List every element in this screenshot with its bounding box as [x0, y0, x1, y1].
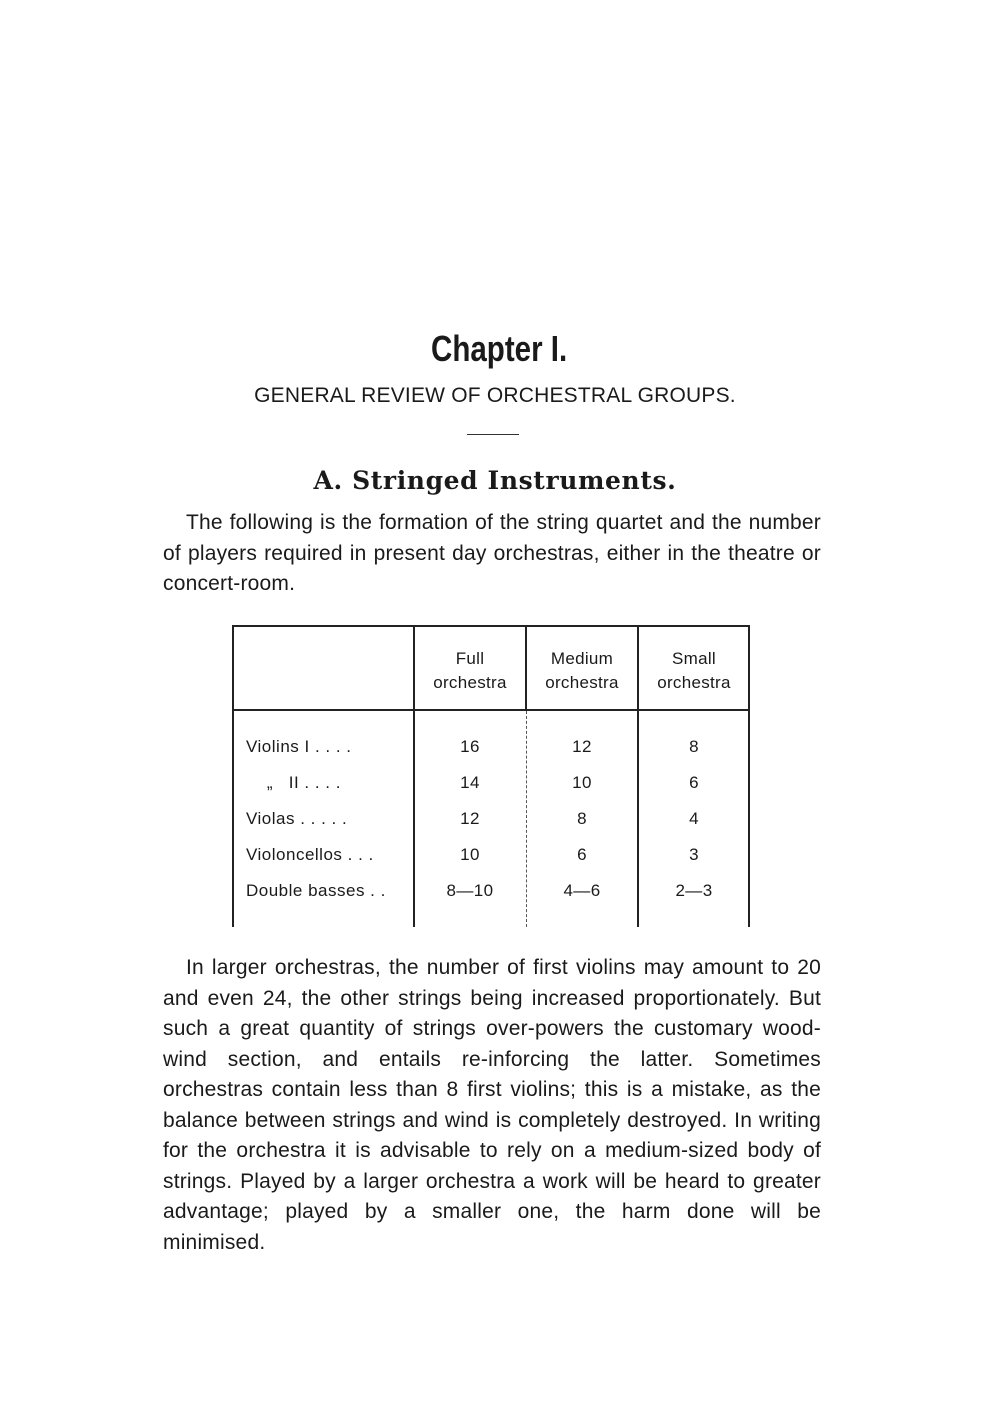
row-label: „ II . . . . [246, 773, 341, 792]
value-small: 4 [689, 809, 699, 828]
row-label: Violas . . . . . [246, 809, 348, 828]
value-small: 8 [689, 737, 699, 756]
intro-paragraph [163, 508, 821, 600]
chapter-subtitle: GENERAL REVIEW OF ORCHESTRAL GROUPS. [254, 384, 736, 407]
table-row [232, 809, 750, 845]
table-row [232, 845, 750, 881]
column-header-small-line2: orchestra [657, 673, 731, 692]
chapter-title: Chapter I. [431, 328, 568, 369]
value-medium: 8 [577, 809, 587, 828]
value-full: 8—10 [446, 881, 494, 900]
value-small: 6 [689, 773, 699, 792]
column-header-medium-line1: Medium [550, 649, 614, 668]
value-small: 3 [689, 845, 699, 864]
value-medium: 12 [572, 737, 592, 756]
divider-rule [467, 434, 519, 435]
column-header-full-line1: Full [455, 649, 485, 668]
value-full: 12 [460, 809, 480, 828]
table-header-rule [232, 709, 750, 711]
column-header-full [415, 647, 525, 695]
table-row [232, 881, 750, 917]
body-paragraph [163, 953, 821, 1258]
column-header-small [639, 647, 749, 695]
row-label: Double basses . . [246, 881, 386, 900]
value-full: 14 [460, 773, 480, 792]
value-full: 16 [460, 737, 480, 756]
column-header-medium-line2: orchestra [545, 673, 619, 692]
value-medium: 10 [572, 773, 592, 792]
string-players-table [232, 625, 750, 927]
value-medium: 4—6 [563, 881, 601, 900]
column-header-full-line2: orchestra [433, 673, 507, 692]
table-top-rule [232, 625, 750, 627]
column-header-medium [527, 647, 637, 695]
row-label: Violoncellos . . . [246, 845, 374, 864]
value-medium: 6 [577, 845, 587, 864]
value-full: 10 [460, 845, 480, 864]
body-paragraph-text: In larger orchestras, the number of first violins may amount to 20 and even 24, the other strings being increased proportionately. But such a great quantity of strings over-powers the customary wood-wind section, and entails re-inforcing the latter. Sometimes orchestras contain less than 8 first violins; this is a mistake, as the balance between strings and wind is completely destroyed. In writing for the orchestra it is advisable to rely on a medium-sized body of strings. Played by a larger orchestra a work will be heard to greater advantage; played by a smaller one, the harm done will be minimised. [163, 956, 821, 1254]
column-header-small-line1: Small [671, 649, 716, 668]
table-row [232, 773, 750, 809]
value-small: 2—3 [675, 881, 713, 900]
intro-paragraph-text: The following is the formation of the string quartet and the number of players required in present day orchestras, either in the theatre or concert-room. [163, 511, 821, 595]
table-row [232, 737, 750, 773]
row-label: Violins I . . . . [246, 737, 352, 756]
section-heading: A. Stringed Instruments. [313, 466, 677, 495]
